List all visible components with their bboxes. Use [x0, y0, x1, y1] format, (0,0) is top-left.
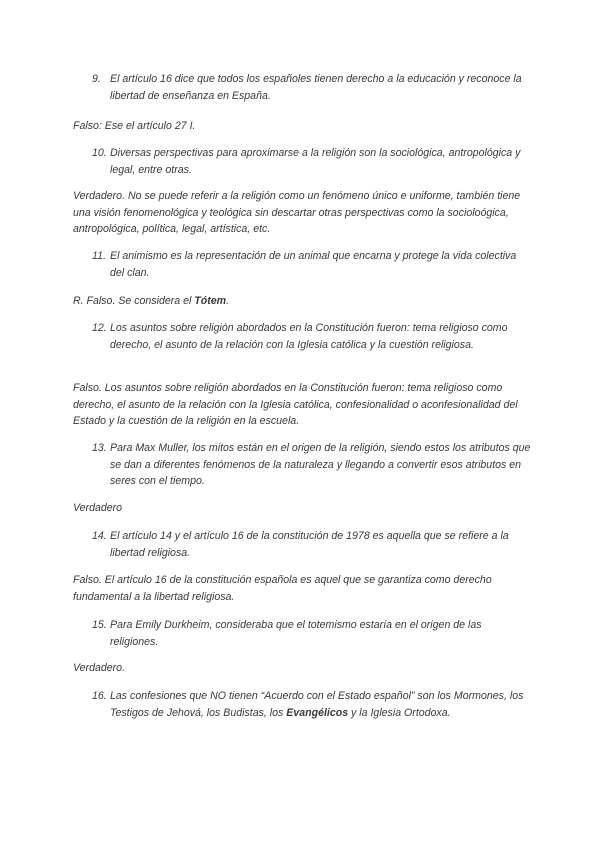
question-14 — [92, 528, 532, 561]
question-text-end: y la Iglesia Ortodoxa. — [348, 706, 451, 719]
question-text: Diversas perspectivas para aproximarse a la religión son la sociológica, antropológica y legal, entre otras. — [110, 147, 521, 176]
question-number: 12. — [92, 322, 107, 334]
question-11 — [92, 248, 532, 281]
question-15 — [92, 617, 532, 650]
answer-emphasis: Tótem — [194, 295, 227, 307]
answer-15: Verdadero. — [73, 662, 126, 674]
question-number: 9. — [92, 73, 101, 85]
question-text: El animismo es la representación de un animal que encarna y protege la vida colectiva del clan. — [110, 250, 517, 279]
question-number: 13. — [92, 442, 107, 454]
answer-12: Falso. Los asuntos sobre religión abordados en la Constitución fueron: tema religioso como derecho, el asunto de la relación con la Iglesia católica, confesionalidad o aconfesionalidad del Estado y la cuestión de la religión en la escuela. — [73, 382, 518, 428]
question-text: El artículo 14 y el artículo 16 de la constitución de 1978 es aquella que se refiere a la libertad religiosa. — [110, 530, 509, 559]
question-text: Para Emily Durkheim, consideraba que el totemismo estaría en el origen de las religiones. — [110, 619, 482, 648]
question-number: 16. — [92, 690, 107, 702]
answer-14: Falso. El artículo 16 de la constitución española es aquel que se garantiza como derecho fundamental a la libertad religiosa. — [73, 574, 492, 603]
answer-9: Falso: Ese el artículo 27 I. — [73, 120, 196, 132]
question-number: 10. — [92, 147, 107, 159]
answer-13: Verdadero — [73, 502, 123, 514]
answer-10: Verdadero. No se puede referir a la religión como un fenómeno único e uniforme, también tiene una visión fenomenológica y teológica sin descartar otras perspectivas como la socioloógica, antropológica, política, legal, artística, etc. — [73, 190, 521, 236]
question-number: 14. — [92, 530, 107, 542]
question-text: Los asuntos sobre religión abordados en la Constitución fueron: tema religioso como derecho, el asunto de la relación con la Iglesia católica y la cuestión religiosa. — [110, 322, 508, 351]
question-text: El artículo 16 dice que todos los españoles tienen derecho a la educación y reconoce la libertad de enseñanza en España. — [110, 73, 522, 102]
question-emphasis: Evangélicos — [286, 706, 349, 719]
question-text — [110, 688, 532, 721]
question-number: 11. — [92, 250, 106, 262]
answer-text-end: . — [226, 295, 230, 307]
question-9 — [92, 71, 532, 104]
question-13 — [92, 440, 532, 490]
question-number: 15. — [92, 619, 107, 631]
question-text: Para Max Muller, los mitos están en el origen de la religión, siendo estos los atributos que se dan a diferentes fenómenos de la naturaleza y llegando a convertir esos atributos en seres con el tiempo. — [110, 442, 531, 488]
question-16 — [92, 688, 532, 721]
question-text-start: Las confesiones que NO tienen “Acuerdo con el Estado español” son los Mormones, los Testigos de Jehová, los Budistas, los — [110, 690, 524, 719]
question-12 — [92, 320, 532, 353]
answer-11 — [73, 293, 535, 310]
answer-text: R. Falso. Se considera el — [73, 295, 195, 307]
question-10 — [92, 145, 532, 178]
